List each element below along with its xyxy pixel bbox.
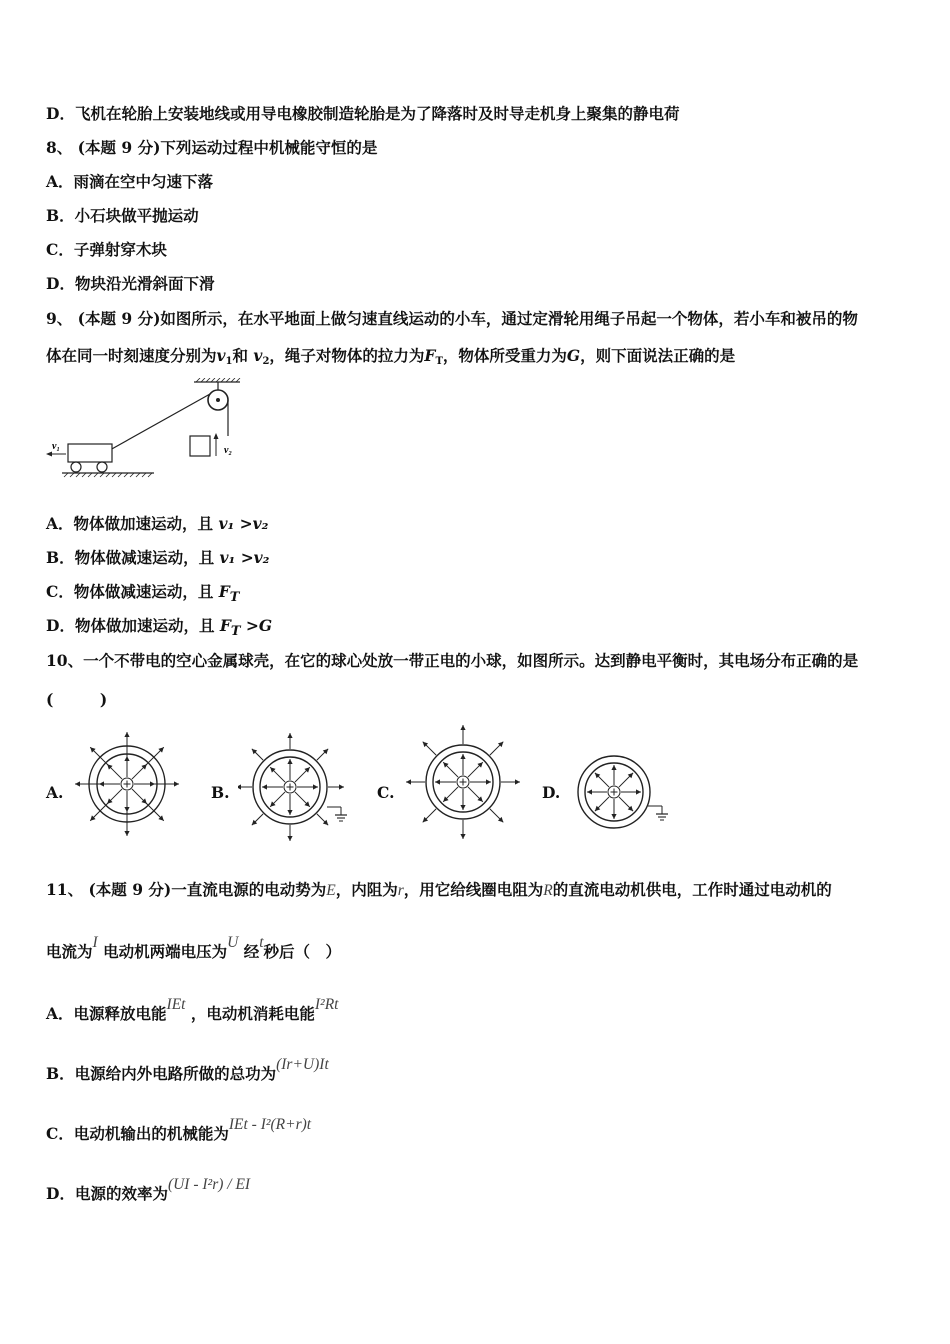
q11-option-b [46, 1056, 329, 1084]
q11-line2-text-b: 电动机两端电压为 [103, 942, 228, 961]
q11-line2-text-a: 电流为 [46, 942, 93, 961]
q9-v2: v [253, 346, 263, 365]
q9-ft: F [424, 346, 436, 365]
q11-E: E [326, 882, 336, 899]
q9-option-c-text: C．物体做减速运动，且 [46, 582, 219, 601]
q8-option-a: A．雨滴在空中匀速下落 [46, 172, 214, 191]
q11-option-a-mid: ，电动机消耗电能 [190, 1004, 315, 1023]
q9-stem-text-d: ，则下面说法正确的是 [580, 346, 736, 365]
c-outer-arrow-2-head [460, 834, 465, 839]
q11-U: U [227, 934, 239, 951]
q10-figure-a [72, 732, 182, 842]
q9-option-b-text: B．物体做减速运动，且 [46, 548, 220, 567]
q9-option-d [46, 614, 272, 639]
q10-label-c: C. [377, 783, 395, 802]
q10-figure-b [238, 732, 353, 842]
q9-v2-sub: 2 [262, 356, 270, 367]
q11-stem-text-a: 11、 (本题 9 分)一直流电源的电动势为 [46, 880, 327, 899]
q11-option-a-expr1: IEt [166, 996, 186, 1013]
a-outer-arrow-6-head [124, 732, 129, 737]
c-outer-arrow-6-head [460, 725, 465, 730]
q9-v1-sub: 1 [225, 356, 233, 367]
car-wheel-front [97, 462, 107, 472]
a-outer-arrow-2-head [124, 831, 129, 836]
q8-option-d: D．物块沿光滑斜面下滑 [46, 274, 215, 293]
q8-option-c: C．子弹射穿木块 [46, 240, 167, 259]
v2-arrowhead [214, 433, 219, 439]
q11-option-c-expr: IEt - I²(R+r)t [228, 1116, 312, 1133]
q9-stem-text: 体在同一时刻速度分别为 [46, 346, 217, 365]
q11-stem-text-d: 的直流电动机供电，工作时通过电动机的 [552, 880, 832, 899]
a-outer-arrow-4-head [75, 781, 80, 786]
b-outer-arrow-6-head [287, 733, 292, 738]
q11-option-b-expr: (Ir+U)It [276, 1056, 329, 1073]
q11-R: R [543, 882, 553, 899]
q9-option-a-expr: v₁ >v₂ [218, 514, 269, 533]
q9-option-b-expr: v₁ >v₂ [219, 548, 270, 567]
q11-option-c-text: C．电动机输出的机械能为 [46, 1124, 229, 1143]
q11-stem-text-b: ，内阻为 [335, 880, 398, 899]
q9-option-c-expr: $F_T$ [218, 582, 240, 606]
v1-arrowhead [46, 452, 52, 457]
q9-option-a-text: A．物体做加速运动，且 [46, 514, 219, 533]
q11-r: r [397, 882, 404, 899]
q11-option-a [46, 996, 338, 1024]
q11-option-d [46, 1176, 250, 1204]
q11-option-d-expr: (UI - I²r) / EI [167, 1176, 251, 1193]
hanging-block [190, 436, 210, 456]
q11-stem-line2 [46, 934, 341, 962]
v1-label: v₁ [52, 441, 60, 452]
q9-stem-text-b: ，绳子对物体的拉力为 [269, 346, 425, 365]
q11-option-a-expr2: I²Rt [314, 996, 339, 1013]
c-outer-arrow-4-head [406, 779, 411, 784]
car-wheel-rear [71, 462, 81, 472]
q9-option-d-expr: $F_T >G$ [219, 616, 273, 640]
q9-stem-text-c: ，物体所受重力为 [442, 346, 567, 365]
q11-option-b-text: B．电源给内外电路所做的总功为 [46, 1064, 277, 1083]
q9-stem-line1: 9、 (本题 9 分)如图所示，在水平地面上做匀速直线运动的小车，通过定滑轮用绳子吊起一个物体，若小车和被吊的物 [46, 309, 858, 328]
q9-pulley-figure [44, 378, 244, 484]
b-outer-arrow-0-head [339, 784, 344, 789]
q9-option-a [46, 512, 268, 534]
car-body [68, 444, 112, 462]
q9-option-b [46, 546, 269, 568]
a-outer-arrow-0-head [174, 781, 179, 786]
c-outer-arrow-0-head [515, 779, 520, 784]
b-outer-arrow-4-head [238, 784, 241, 789]
q10-label-d: D. [542, 783, 561, 802]
q10-figure-c [405, 724, 523, 842]
b-outer-arrow-2-head [287, 836, 292, 841]
q9-and: 和 [232, 346, 249, 365]
ground-hatch [64, 473, 152, 477]
v2-label: v₂ [224, 445, 232, 456]
q8-option-b: B．小石块做平抛运动 [46, 206, 199, 225]
q9-stem-line2 [46, 344, 735, 367]
q8-stem: 8、 (本题 9 分)下列运动过程中机械能守恒的是 [46, 138, 378, 157]
q11-option-c [46, 1116, 311, 1144]
q10-label-b: B. [211, 783, 230, 802]
q11-line2-text-d: 秒后（ ） [263, 942, 342, 961]
q7-option-d: D．飞机在轮胎上安装地线或用导电橡胶制造轮胎是为了降落时及时导走机身上聚集的静电荷 [46, 104, 680, 123]
q10-label-a: A. [46, 783, 64, 802]
q11-stem-text-c: ，用它给线圈电阻为 [403, 880, 544, 899]
q10-stem-line2: ( ) [46, 690, 108, 709]
q10-stem-line1: 10、一个不带电的空心金属球壳，在它的球心处放一带正电的小球，如图所示。达到静电平衡时，其电场分布正确的是 [46, 651, 859, 670]
q11-stem-line1 [46, 878, 832, 900]
q9-ft-sub: T [435, 356, 443, 367]
ceiling-hatch [196, 378, 240, 382]
q11-option-a-text: A．电源释放电能 [46, 1004, 167, 1023]
q9-option-d-text: D．物体做加速运动，且 [46, 616, 220, 635]
pulley-axle [216, 398, 220, 402]
q11-option-d-text: D．电源的效率为 [46, 1184, 168, 1203]
q11-I: I [92, 934, 98, 951]
q9-g: G [566, 346, 581, 365]
q11-line2-text-c: 经 [243, 942, 260, 961]
q11-t: t [259, 934, 264, 951]
q9-v1: v [216, 346, 226, 365]
q10-figure-d [570, 750, 670, 834]
q9-option-c [46, 580, 239, 605]
